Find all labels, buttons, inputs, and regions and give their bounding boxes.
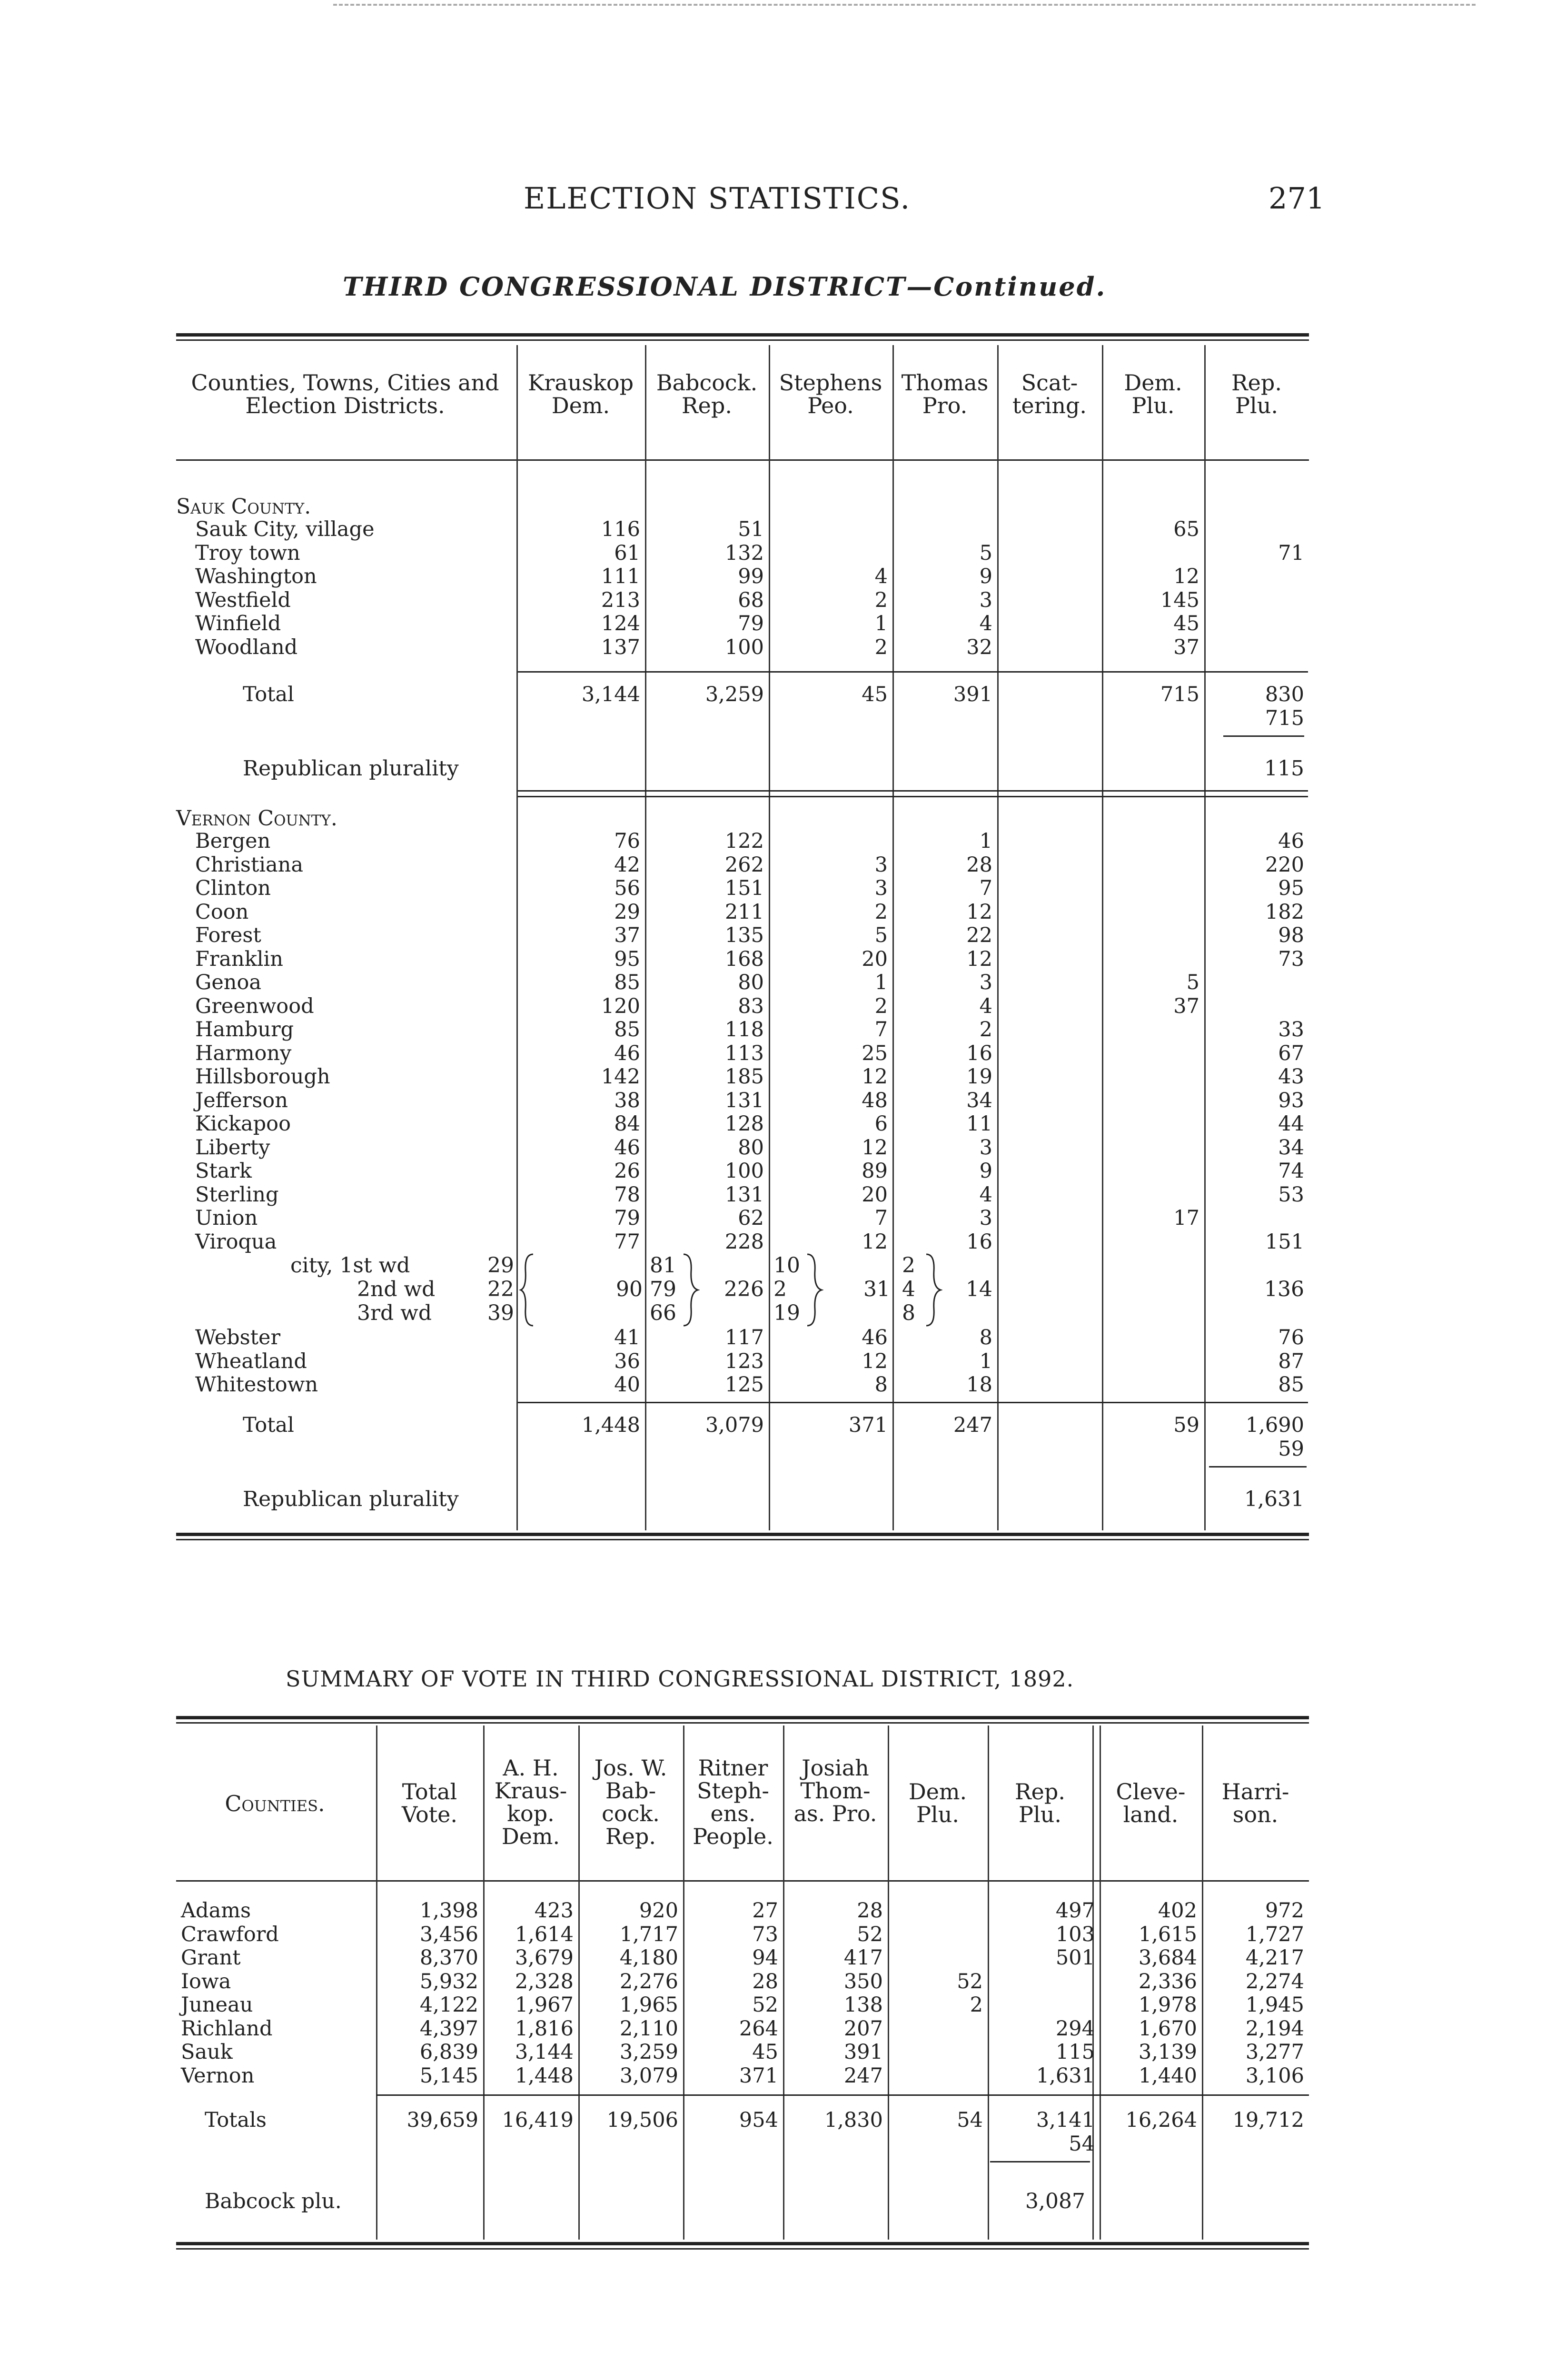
ward-label: 2nd wd bbox=[357, 1277, 436, 1301]
table-row: Clinton 56 151 3 7 95 bbox=[195, 876, 1304, 900]
table-row: Hamburg 85 118 7 2 33 bbox=[195, 1018, 1304, 1041]
s-header-cleveland: Cleve-land. bbox=[1116, 1779, 1186, 1827]
sauk-dem-plu-subtract: 715 bbox=[1265, 706, 1304, 730]
sauk-sub-rule bbox=[1223, 735, 1304, 737]
vernon-plurality-value: 1,631 bbox=[1244, 1487, 1304, 1511]
table-row: Coon 29 211 2 12 182 bbox=[195, 900, 1304, 924]
s-header-krauskop: A. H. Kraus-kop. Dem. bbox=[494, 1755, 567, 1849]
ward-label: 3rd wd bbox=[357, 1301, 432, 1325]
sauk-plurality-label: Republican plurality bbox=[243, 756, 459, 781]
ward-babcock: 79 bbox=[650, 1277, 676, 1301]
t1-header-krauskop: Krauskop Dem. bbox=[527, 370, 634, 418]
table-row: Westfield 213 68 2 3 145 bbox=[195, 588, 1199, 612]
table-row: Crawford 3,456 1,614 1,717 73 52 103 1,615 1,727 bbox=[181, 1922, 1304, 1946]
t1-header-counties: Counties, Towns, Cities and Election Districts. bbox=[191, 370, 499, 418]
brace-icon bbox=[681, 1252, 700, 1328]
sauk-end-rule bbox=[518, 790, 1308, 792]
s-header-total: Total Vote. bbox=[401, 1779, 458, 1827]
s-header-harrison: Harri-son. bbox=[1221, 1779, 1289, 1827]
ward-thomas-total: 14 bbox=[966, 1277, 992, 1301]
sauk-table bbox=[195, 518, 1309, 659]
table1-top-rule bbox=[176, 333, 1309, 341]
brace-icon bbox=[923, 1252, 942, 1328]
ward-stephens: 2 bbox=[773, 1277, 787, 1301]
sauk-total-table bbox=[195, 683, 1309, 730]
babcock-plu-value: 3,087 bbox=[1025, 2189, 1085, 2213]
ward-label: city, 1st wd bbox=[290, 1253, 410, 1278]
vernon-table-cont bbox=[195, 1326, 1309, 1397]
total-row: Totals 39,659 16,419 19,506 954 1,830 54 3,141 16,264 19,712 bbox=[205, 2108, 1304, 2132]
table-row: Sauk City, village 116 51 65 bbox=[195, 517, 1199, 541]
total-row: Total 1,448 3,079 371 247 59 1,690 bbox=[243, 1413, 1304, 1437]
table-row: Winfield 124 79 1 4 45 bbox=[195, 612, 1199, 635]
vernon-total-rule bbox=[518, 1402, 1308, 1403]
s-header-rep-plu: Rep. Plu. bbox=[1015, 1779, 1065, 1827]
table1-header-rule bbox=[176, 459, 1309, 461]
ward-stephens: 10 bbox=[773, 1253, 800, 1278]
page-title: ELECTION STATISTICS. bbox=[524, 181, 911, 216]
page-header bbox=[0, 181, 1546, 228]
table-row: Wheatland 36 123 12 1 87 bbox=[195, 1349, 1304, 1373]
section-subtitle: THIRD CONGRESSIONAL DISTRICT—Continued. bbox=[343, 271, 1107, 302]
summary-header-rule bbox=[176, 1880, 1309, 1882]
s-header-stephens: Ritner Steph-ens. People. bbox=[693, 1755, 773, 1849]
ward-babcock: 81 bbox=[650, 1253, 676, 1278]
total-row: Total 3,144 3,259 45 391 715 830 bbox=[243, 683, 1304, 706]
ward-thomas: 4 bbox=[902, 1277, 915, 1301]
table-row: Jefferson 38 131 48 34 93 bbox=[195, 1088, 1304, 1112]
t1-header-rep-plu: Rep. Plu. bbox=[1231, 370, 1282, 418]
page-number: 271 bbox=[1269, 181, 1325, 216]
ward-thomas: 2 bbox=[902, 1253, 915, 1278]
brace-icon bbox=[519, 1252, 538, 1328]
ward-krauskop: 22 bbox=[487, 1277, 514, 1301]
table-row: Liberty 46 80 12 3 34 bbox=[195, 1135, 1304, 1160]
table-row: Stark 26 100 89 9 74 bbox=[195, 1159, 1304, 1183]
t1-header-scattering: Scat-tering. bbox=[1012, 370, 1087, 418]
s-header-thomas: Josiah Thom-as. Pro. bbox=[793, 1755, 877, 1826]
table-row: Forest 37 135 5 22 98 bbox=[195, 923, 1304, 947]
table-row: Christiana 42 262 3 28 220 bbox=[195, 853, 1304, 877]
table-row: Woodland 137 100 2 32 37 bbox=[195, 635, 1199, 659]
babcock-plu-label: Babcock plu. bbox=[205, 2189, 342, 2213]
vernon-total-table bbox=[195, 1414, 1309, 1461]
table-row: Genoa 85 80 1 3 5 bbox=[195, 971, 1199, 994]
table-row: Union 79 62 7 3 17 bbox=[195, 1206, 1199, 1230]
table-row: Bergen 76 122 1 46 bbox=[195, 829, 1304, 853]
ward-krauskop-total: 90 bbox=[616, 1277, 643, 1301]
ward-thomas: 8 bbox=[902, 1301, 915, 1325]
table-row: Harmony 46 113 25 16 67 bbox=[195, 1041, 1304, 1065]
county-name-sauk: Sauk County. bbox=[176, 495, 311, 519]
sauk-plurality-value: 115 bbox=[1264, 756, 1304, 781]
vernon-table bbox=[195, 830, 1309, 1254]
sauk-total-rule bbox=[518, 671, 1308, 673]
table-row: Greenwood 120 83 2 4 37 bbox=[195, 994, 1199, 1018]
table-row: Grant 8,370 3,679 4,180 94 417 501 3,684 4,217 bbox=[181, 1946, 1304, 1970]
top-edge-marks bbox=[333, 4, 1476, 8]
table-row: Franklin 95 168 20 12 73 bbox=[195, 947, 1304, 971]
table-row: Juneau 4,122 1,967 1,965 52 138 2 1,978 1,945 bbox=[181, 1993, 1304, 2017]
t1-header-dem-plu: Dem. Plu. bbox=[1124, 370, 1182, 418]
table-row: Washington 111 99 4 9 12 bbox=[195, 565, 1199, 588]
vernon-sub-rule bbox=[1209, 1466, 1307, 1468]
summary-top-rule bbox=[176, 1716, 1309, 1724]
t1-header-babcock: Babcock. Rep. bbox=[656, 370, 758, 418]
table-row: Troy town 61 132 5 71 bbox=[195, 541, 1304, 565]
county-name-vernon: Vernon County. bbox=[176, 806, 337, 831]
ward-stephens: 19 bbox=[773, 1301, 800, 1325]
s-header-babcock: Jos. W. Bab-cock. Rep. bbox=[594, 1755, 667, 1849]
table-row: Sauk 6,839 3,144 3,259 45 391 115 3,139 3,277 bbox=[181, 2040, 1304, 2064]
vernon-plurality-label: Republican plurality bbox=[243, 1487, 459, 1511]
table-row: Adams 1,398 423 920 27 28 497 402 972 bbox=[181, 1899, 1304, 1923]
s-header-counties: Counties. bbox=[225, 1791, 325, 1816]
table-row: Viroqua 77 228 12 16 151 bbox=[195, 1230, 1304, 1254]
t1-header-stephens: Stephens Peo. bbox=[779, 370, 882, 418]
ward-babcock-total: 226 bbox=[724, 1277, 764, 1301]
summary-total-rule bbox=[376, 2094, 1309, 2096]
brace-icon bbox=[804, 1252, 823, 1328]
table-row: Kickapoo 84 128 6 11 44 bbox=[195, 1112, 1304, 1136]
t1-header-thomas: Thomas Pro. bbox=[901, 370, 989, 418]
ward-rep-plu: 136 bbox=[1264, 1277, 1304, 1301]
table1-bottom-rule bbox=[176, 1533, 1309, 1540]
table-row: Sterling 78 131 20 4 53 bbox=[195, 1182, 1304, 1207]
vernon-dem-plu-subtract: 59 bbox=[1278, 1437, 1304, 1461]
summary-bottom-rule bbox=[176, 2242, 1309, 2250]
s-header-dem-plu: Dem. Plu. bbox=[908, 1779, 967, 1827]
ward-krauskop: 29 bbox=[487, 1253, 514, 1278]
sauk-end-rule bbox=[518, 796, 1308, 797]
table-row: Hillsborough 142 185 12 19 43 bbox=[195, 1065, 1304, 1089]
summary-dem-plu-subtract: 54 bbox=[1069, 2132, 1095, 2156]
summary-total-table bbox=[181, 2109, 1309, 2156]
ward-stephens-total: 31 bbox=[863, 1277, 890, 1301]
table-row: Whitestown 40 125 8 18 85 bbox=[195, 1373, 1304, 1397]
summary-title: SUMMARY OF VOTE IN THIRD CONGRESSIONAL DISTRICT, 1892. bbox=[286, 1666, 1074, 1692]
table-row: Richland 4,397 1,816 2,110 264 207 294 1,670 2,194 bbox=[181, 2016, 1304, 2041]
summary-table bbox=[181, 1899, 1309, 2088]
table-row: Iowa 5,932 2,328 2,276 28 350 52 2,336 2,274 bbox=[181, 1969, 1304, 1993]
ward-krauskop: 39 bbox=[487, 1301, 514, 1325]
summary-sub-rule bbox=[990, 2161, 1090, 2162]
table-row: Webster 41 117 46 8 76 bbox=[195, 1326, 1304, 1349]
table-row: Vernon 5,145 1,448 3,079 371 247 1,631 1,440 3,106 bbox=[181, 2063, 1304, 2088]
ward-babcock: 66 bbox=[650, 1301, 676, 1325]
